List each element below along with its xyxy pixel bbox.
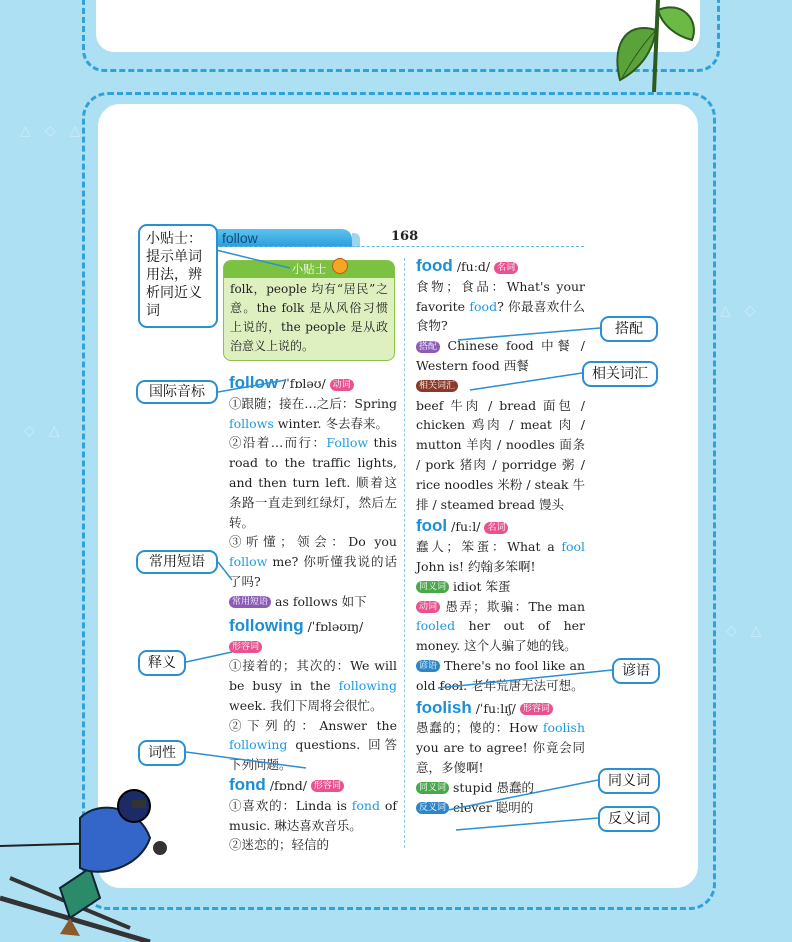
callout-synonym: 同义词 bbox=[598, 768, 660, 794]
callout-phonetic: 国际音标 bbox=[136, 380, 218, 404]
antonym-line: 反义词 clever 聪明的 bbox=[416, 798, 585, 818]
sense: 愚蠢的；傻的：How foolish you are to agree! 你竟会同意，多傻啊! bbox=[416, 720, 585, 775]
sense: ②下列的：Answer the following questions. 回答下列问题。 bbox=[229, 717, 397, 773]
sense: ③听懂；领会：Do you follow me? 你听懂我说的话了吗? bbox=[229, 534, 397, 589]
headword: foolish bbox=[416, 697, 472, 717]
phrase-line: 常用短语 as follows 如下 bbox=[229, 592, 397, 612]
headword: fond bbox=[229, 774, 266, 794]
callout-related: 相关词汇 bbox=[582, 361, 658, 387]
sense: ②沿着…而行：Follow this road to the traffic lights, and then turn left. 顺着这条路一直走到红绿灯，然后左转。 bbox=[229, 435, 397, 530]
synonym-badge: 同义词 bbox=[416, 782, 449, 794]
pos-badge: 形容词 bbox=[229, 641, 262, 653]
pos-badge: 名词 bbox=[494, 262, 518, 274]
sense: 食物；食品：What's your favorite food? 你最喜欢什么食物? bbox=[416, 278, 585, 334]
callout-collocation: 搭配 bbox=[600, 316, 658, 342]
phonetic: /ˈfuːlɪʃ/ bbox=[475, 700, 516, 716]
synonym-badge: 同义词 bbox=[416, 581, 449, 593]
phrase-badge: 常用短语 bbox=[229, 596, 271, 608]
background-pattern: ◇ △ bbox=[24, 423, 60, 439]
background-pattern: ◇ △ bbox=[726, 623, 762, 639]
callout-proverb: 谚语 bbox=[612, 658, 660, 684]
tip-title: 小贴士 bbox=[224, 261, 394, 278]
callout-pos: 词性 bbox=[138, 740, 186, 766]
collocation-line: 搭配 Chinese food 中餐 / Western food 西餐 bbox=[416, 338, 585, 373]
phonetic: /ˈfɒləʊ/ bbox=[282, 376, 326, 391]
headword: fool bbox=[416, 516, 448, 536]
pos-badge: 形容词 bbox=[520, 703, 553, 715]
phonetic: /fuːl/ bbox=[451, 519, 481, 535]
callout-phrase: 常用短语 bbox=[136, 550, 218, 574]
proverb-line: 谚语 There's no fool like an old fool. 老年荒唐无法可想。 bbox=[416, 657, 585, 693]
pos-badge: 动词 bbox=[330, 379, 354, 391]
phonetic: /fɒnd/ bbox=[269, 777, 307, 793]
sense: 蠢人；笨蛋：What a fool John is! 约翰多笨啊! bbox=[416, 539, 585, 574]
sense: ①跟随；接在…之后：Spring follows winter. 冬去春来。 bbox=[229, 395, 397, 431]
page-number: 168 bbox=[391, 229, 419, 244]
sense: ①喜欢的：Linda is fond of music. 琳达喜欢音乐。 bbox=[229, 797, 397, 833]
antonym-badge: 反义词 bbox=[416, 802, 449, 814]
related-words: beef 牛肉 / bread 面包 / chicken 鸡肉 / meat 肉 / mutton 羊肉 / noodles 面条 / pork 猪肉 / porridge 粥 / rice noodles 米粉 / steak 牛排 / steamed bread 馒头 bbox=[416, 397, 585, 512]
header-tab-word: follow bbox=[212, 229, 352, 247]
pos-badge: 名词 bbox=[484, 522, 508, 534]
headword: following bbox=[229, 615, 304, 635]
background-pattern: △ ◇ △ bbox=[20, 123, 81, 139]
headword: food bbox=[416, 256, 453, 275]
skier-illustration bbox=[0, 778, 200, 942]
phonetic: /fuːd/ bbox=[456, 259, 491, 274]
tip-text: folk，people 均有“居民”之意。the folk 是从风俗习惯上说的，the people 是从政治意义上说的。 bbox=[230, 282, 388, 353]
collocation-badge: 搭配 bbox=[416, 341, 440, 353]
proverb-badge: 谚语 bbox=[416, 660, 440, 672]
background-pattern: △ ◇ bbox=[720, 303, 756, 319]
callout-meaning: 释义 bbox=[138, 650, 186, 676]
headword: follow bbox=[229, 373, 279, 392]
sense: ②迷恋的；轻信的 bbox=[229, 837, 330, 853]
pos-badge: 形容词 bbox=[311, 780, 344, 792]
synonym-line: 同义词 stupid 愚蠢的 bbox=[416, 778, 585, 798]
synonym-line: 同义词 idiot 笨蛋 bbox=[416, 577, 585, 597]
callout-tip: 小贴士：提示单词用法，辨析同近义词 bbox=[138, 224, 218, 328]
related-badge: 相关词汇 bbox=[416, 380, 458, 392]
sense: 动词 愚弄；欺骗：The man fooled her out of her money. 这个人骗了她的钱。 bbox=[416, 598, 585, 654]
sense: ①接着的；其次的：We will be busy in the following week. 我们下周将会很忙。 bbox=[229, 658, 397, 713]
phonetic: /ˈfɒləʊɪŋ/ bbox=[307, 618, 364, 634]
pos-badge: 动词 bbox=[416, 601, 440, 613]
callout-antonym: 反义词 bbox=[598, 806, 660, 832]
